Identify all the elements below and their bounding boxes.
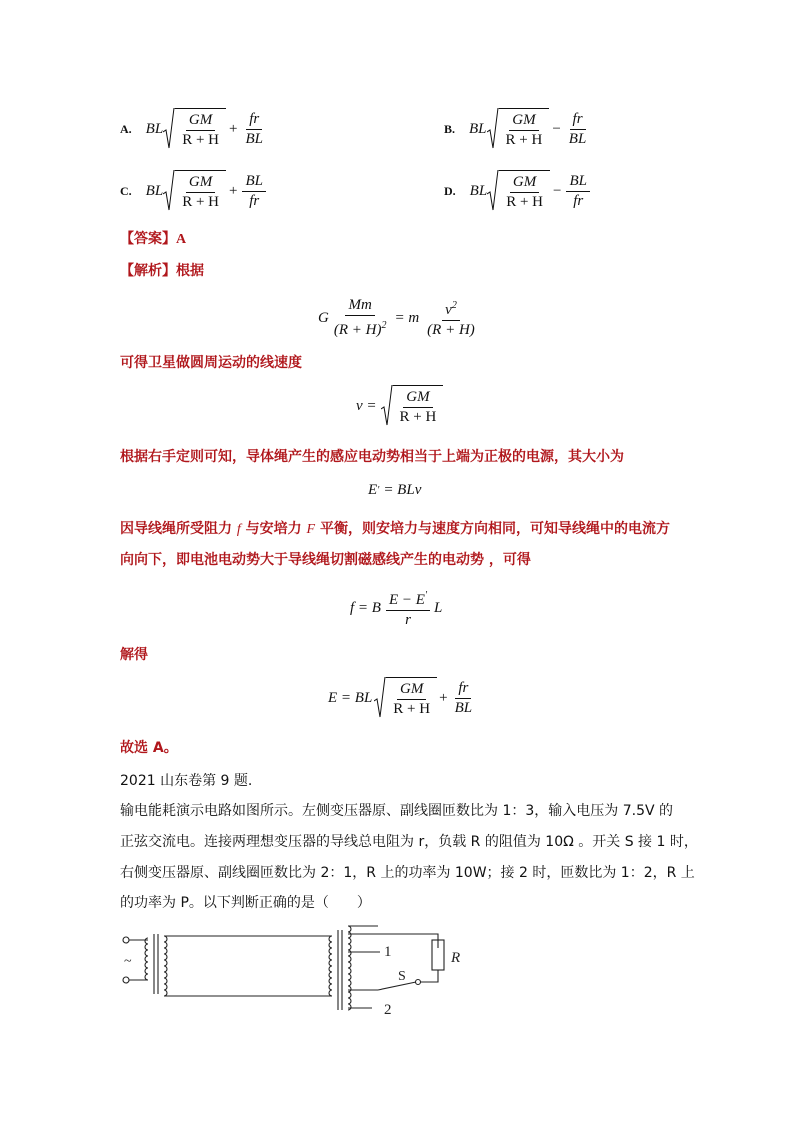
eq5-frac-num: fr: [455, 679, 471, 699]
question-line-4: 的功率为 P。以下判断正确的是（ ）: [120, 895, 371, 911]
option-4[interactable]: [444, 170, 592, 212]
option-frac-num: fr: [570, 110, 586, 130]
equation-velocity: [356, 385, 443, 427]
option-sign: −: [552, 120, 561, 137]
option-sqrt-num: GM: [509, 111, 538, 131]
eq5-frac-den: BL: [454, 699, 473, 716]
line-choose: 故选 A。: [120, 740, 178, 756]
switch-contact: [416, 980, 421, 985]
option-sqrt-num: GM: [510, 173, 539, 193]
left-primary-coil: [138, 938, 148, 980]
eq4-den: r: [405, 612, 411, 628]
option-letter: C.: [120, 183, 132, 198]
option-coef: BL: [469, 120, 487, 137]
eq1-right-num-exp: 2: [451, 300, 457, 311]
sqrt-sign-icon: [487, 170, 499, 212]
eq5-sqrt: [374, 677, 437, 719]
line-force-2: 向向下，即电池电动势大于导线绳切割磁感线产生的电动势 ，可得: [120, 552, 531, 568]
eq1-right-fraction: [424, 296, 478, 340]
option-sqrt: [487, 170, 550, 212]
option-2[interactable]: [444, 108, 591, 150]
line-force-1: [120, 518, 670, 538]
eq1-left-fraction: [331, 296, 390, 340]
line-solve: 解得: [120, 647, 148, 663]
eq2-den: R + H: [399, 408, 437, 425]
resistor-label-R: R: [451, 950, 461, 966]
answer-value: A: [176, 232, 187, 247]
option-frac-den: BL: [245, 130, 263, 147]
analysis-label: 【解析】: [120, 263, 176, 279]
circuit-diagram: [116, 922, 476, 1022]
answer-label: 【答案】: [120, 231, 176, 247]
option-sqrt-num: GM: [186, 111, 215, 131]
question-line-3: 右侧变压器原、副线圈匝数比为 2：1，R 上的功率为 10W；接 2 时，匝数比为 1：2，R 上: [120, 865, 695, 881]
sqrt-sign-icon: [487, 108, 499, 150]
eq1-left-num: Mm: [345, 296, 374, 316]
terminal-label-1: 1: [384, 944, 392, 960]
option-sqrt: [163, 170, 226, 212]
line-right-hand-rule: 根据右手定则可知，导体绳产生的感应电动势相当于上端为正极的电源，其大小为: [120, 449, 624, 465]
option-letter: D.: [444, 183, 456, 198]
option-frac-den: BL: [568, 130, 587, 147]
eq1-right-den: (R + H): [427, 322, 475, 338]
equation-result: [328, 677, 477, 719]
sqrt-sign-icon: [163, 108, 175, 150]
equation-gravity: [318, 296, 480, 340]
option-coef: BL: [469, 182, 488, 199]
option-frac-num: fr: [246, 110, 262, 130]
eq3-lhs: E: [368, 482, 378, 498]
eq1-right-num-text: v: [445, 302, 452, 318]
option-sqrt-den: R + H: [505, 131, 543, 148]
eq2-num: GM: [403, 388, 432, 408]
option-fraction: [566, 172, 590, 211]
question-line-1: 输电能耗演示电路如图所示。左侧变压器原、副线圈匝数比为 1：3，输入电压为 7.5V 的: [120, 803, 674, 819]
option-coef: BL: [145, 182, 164, 199]
eq5-lhs: E = BL: [328, 689, 373, 706]
option-letter: B.: [444, 121, 456, 136]
force1-c: 平衡，则安培力与速度方向相同，可知导线绳中的电流方: [315, 521, 670, 537]
eq1-equals: = m: [394, 309, 420, 326]
eq3-prime: ': [377, 485, 380, 496]
sqrt-sign-icon: [163, 170, 175, 212]
option-frac-num: BL: [242, 172, 266, 192]
eq4-lhs: f = B: [350, 599, 381, 616]
sqrt-sign-icon: [381, 385, 393, 427]
eq1-left-den: [331, 316, 390, 340]
force1-f: f: [236, 522, 241, 537]
switch-S: [378, 982, 416, 990]
force1-F: F: [306, 522, 316, 537]
eq4-num: [386, 586, 430, 611]
option-frac-den: fr: [573, 192, 584, 209]
force1-b: 与安培力: [240, 521, 307, 537]
option-sqrt-den: R + H: [506, 193, 543, 210]
sqrt-sign-icon: [374, 677, 386, 719]
option-letter: A.: [120, 121, 132, 136]
terminal-label-2: 2: [384, 1002, 392, 1018]
option-sqrt-num: GM: [186, 173, 215, 193]
option-sqrt: [487, 108, 550, 150]
option-coef: BL: [145, 120, 164, 137]
option-fraction: [242, 110, 266, 149]
line-speed: 可得卫星做圆周运动的线速度: [120, 355, 302, 371]
option-sqrt-den: R + H: [182, 193, 219, 210]
eq1-g: G: [318, 309, 329, 326]
equation-force: [350, 586, 442, 630]
option-fraction: [242, 172, 266, 211]
option-sqrt-den: R + H: [182, 131, 219, 148]
option-sign: +: [228, 182, 238, 199]
option-frac-den: fr: [249, 192, 260, 209]
option-sqrt: [163, 108, 226, 150]
eq4-rhs: L: [434, 599, 443, 616]
eq3-rhs: = BLv: [383, 482, 422, 498]
eq1-left-den-text: (R + H): [333, 322, 382, 338]
option-frac-num: BL: [566, 172, 590, 192]
right-secondary-coil: [348, 926, 351, 1010]
answer-line: [120, 228, 186, 248]
eq5-sqrt-den: R + H: [393, 700, 431, 717]
force1-a: 因导线绳所受阻力: [120, 521, 237, 537]
eq1-right-num: [442, 296, 460, 321]
eq1-left-den-exp: 2: [381, 320, 387, 331]
eq4-num-text: E − E: [388, 592, 425, 608]
option-3[interactable]: [120, 170, 268, 212]
eq5-fraction: [452, 679, 476, 718]
eq4-fraction: [386, 586, 430, 630]
eq2-lhs: v =: [356, 397, 377, 414]
option-sign: −: [552, 182, 562, 199]
input-terminal-top: [123, 937, 129, 943]
analysis-text: 根据: [176, 263, 204, 279]
question-line-2: 正弦交流电。连接两理想变压器的导线总电阻为 r，负载 R 的阻值为 10Ω 。开关 S 接 1 时，: [120, 834, 698, 850]
switch-label-S: S: [398, 969, 406, 984]
analysis-line: [120, 260, 204, 280]
option-sign: +: [228, 120, 238, 137]
input-terminal-bottom: [123, 977, 129, 983]
equation-emf: [368, 482, 421, 499]
option-1[interactable]: [120, 108, 268, 150]
eq4-num-prime: ': [424, 590, 428, 601]
question-title: 2021 山东卷第 9 题.: [120, 773, 253, 789]
transmission-lines: [168, 936, 330, 996]
ac-source-symbol: ~: [124, 954, 132, 969]
left-secondary-coil: [164, 936, 168, 996]
right-primary-coil: [329, 936, 332, 996]
eq2-sqrt: [381, 385, 444, 427]
option-fraction: [566, 110, 590, 149]
eq5-sqrt-num: GM: [397, 680, 426, 700]
eq5-sign: +: [439, 689, 448, 706]
